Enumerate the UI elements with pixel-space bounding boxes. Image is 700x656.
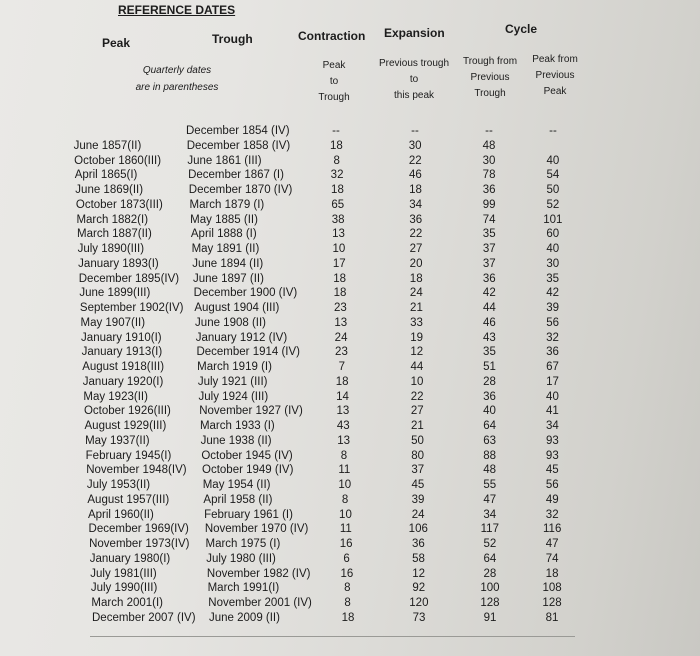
contraction-months: 38 xyxy=(331,213,345,226)
contraction-months: 24 xyxy=(334,331,348,344)
trough-date: November 1970 (IV) xyxy=(204,523,309,536)
cycle-peak-months: 50 xyxy=(546,184,560,197)
expansion-months: 44 xyxy=(410,361,424,374)
contraction-months: 6 xyxy=(343,552,350,565)
peak-date: January 1913(I) xyxy=(81,346,163,359)
expansion-months: 120 xyxy=(409,597,429,610)
contraction-months: 13 xyxy=(334,316,348,329)
expansion-months: 37 xyxy=(411,464,425,477)
cycle-trough-months: 91 xyxy=(483,612,497,624)
trough-date: November 1982 (IV) xyxy=(206,567,311,580)
peak-date: May 1907(II) xyxy=(80,316,146,329)
contraction-months: 8 xyxy=(344,582,351,595)
cycle-peak-months: 60 xyxy=(546,228,560,241)
peak-date: June 1857(II) xyxy=(73,139,142,152)
cycle-peak-months: 128 xyxy=(542,597,562,610)
table-row xyxy=(0,450,700,465)
peak-date: May 1923(II) xyxy=(83,390,148,403)
contraction-months: 65 xyxy=(331,198,345,211)
peak-date: August 1918(III) xyxy=(82,361,165,374)
cycle-trough-months: 48 xyxy=(483,464,497,477)
trough-date: June 1897 (II) xyxy=(192,272,264,285)
cycle-peak-months: 56 xyxy=(545,479,559,492)
cycle-trough-months: 37 xyxy=(482,243,496,256)
table-row xyxy=(0,509,700,524)
cycle-peak-months: 93 xyxy=(545,434,559,447)
contraction-months: 23 xyxy=(333,302,347,315)
table-row xyxy=(0,243,700,258)
peak-date: January 1893(I) xyxy=(78,257,159,270)
header-trough: Trough xyxy=(212,32,253,46)
trough-date: December 1900 (IV) xyxy=(193,287,298,300)
trough-date: March 1975 (I) xyxy=(205,538,281,551)
expansion-months: 21 xyxy=(411,420,424,433)
peak-date: March 1887(II) xyxy=(77,228,152,241)
cycle-trough-months: 78 xyxy=(482,169,496,182)
table-row xyxy=(0,332,700,347)
cycle-peak-months: 32 xyxy=(546,331,559,344)
expansion-months: 36 xyxy=(409,213,423,226)
contraction-months: 18 xyxy=(331,184,344,197)
expansion-months: 73 xyxy=(412,612,426,624)
expansion-months: 33 xyxy=(410,316,423,329)
expansion-months: 21 xyxy=(410,302,423,315)
contraction-months: 18 xyxy=(335,375,349,388)
peak-date: December 1969(IV) xyxy=(88,523,189,536)
expansion-months: 46 xyxy=(408,169,422,182)
cycle-peak-months: 108 xyxy=(542,582,562,595)
peak-date: June 1899(III) xyxy=(79,287,151,300)
expansion-months: 80 xyxy=(411,449,425,462)
header-contraction: Contraction xyxy=(298,29,366,43)
peak-date: December 1895(IV) xyxy=(78,272,180,285)
cycle-trough-months: 128 xyxy=(480,597,500,610)
trough-date: August 1904 (III) xyxy=(194,302,280,315)
trough-date: March 1933 (I) xyxy=(199,420,275,433)
cycle-peak-months: 101 xyxy=(543,213,563,226)
contraction-months: 18 xyxy=(341,612,355,624)
cycle-trough-months: 42 xyxy=(482,287,496,300)
table-row xyxy=(0,155,700,170)
cycle-peak-months: 54 xyxy=(546,169,560,182)
trough-date: June 1938 (II) xyxy=(200,434,272,447)
peak-date: December 2007 (IV) xyxy=(92,612,196,624)
quarterly-note: Quarterly dates are in parentheses xyxy=(135,65,219,93)
peak-date: October 1860(III) xyxy=(74,154,162,167)
cycle-trough-months: 40 xyxy=(483,405,496,418)
contraction-months: 8 xyxy=(340,449,348,462)
cycle-trough-months: 34 xyxy=(483,508,497,521)
peak-date: July 1890(III) xyxy=(77,243,145,256)
expansion-months: 92 xyxy=(412,582,426,595)
table-row xyxy=(0,553,700,568)
peak-date: August 1929(III) xyxy=(84,420,167,433)
cycle-trough-months: 117 xyxy=(480,523,499,536)
expansion-months: 27 xyxy=(410,405,424,418)
expansion-months: 24 xyxy=(411,508,425,521)
trough-date: December 1867 (I) xyxy=(188,169,284,182)
trough-date: March 1919 (I) xyxy=(197,361,272,374)
peak-date: July 1981(III) xyxy=(90,567,157,580)
expansion-months: 20 xyxy=(409,257,423,270)
expansion-months: 30 xyxy=(408,139,422,152)
cycle-peak-months: 40 xyxy=(546,154,560,167)
cycle-peak-months: 36 xyxy=(546,346,559,359)
expansion-months: 12 xyxy=(410,346,424,359)
cycle-trough-months: 48 xyxy=(482,139,496,152)
cycle-trough-months: 30 xyxy=(482,154,496,167)
trough-date: May 1954 (II) xyxy=(202,479,271,492)
contraction-months: 11 xyxy=(339,523,352,536)
trough-date: June 1908 (II) xyxy=(195,316,267,329)
subheader-cycle-peak: Peak from Previous Peak xyxy=(532,54,578,97)
contraction-months: 8 xyxy=(344,597,351,610)
cycle-trough-months: 37 xyxy=(482,257,496,270)
contraction-months: 18 xyxy=(333,272,347,285)
peak-date: November 1973(IV) xyxy=(89,538,190,551)
trough-date: December 1870 (IV) xyxy=(188,184,293,197)
table-row xyxy=(0,420,700,435)
peak-date: March 2001(I) xyxy=(91,597,164,610)
table-row xyxy=(0,435,700,450)
contraction-months: 7 xyxy=(338,361,346,374)
trough-date: July 1924 (III) xyxy=(198,390,269,403)
contraction-months: 8 xyxy=(333,154,340,167)
table-row xyxy=(0,405,700,420)
cycle-trough-months: 99 xyxy=(482,198,496,211)
cycle-peak-months: 81 xyxy=(545,612,559,624)
cycle-peak-months: 93 xyxy=(545,449,559,462)
table-row xyxy=(0,361,700,376)
cycle-trough-months: 52 xyxy=(483,538,497,551)
expansion-months: 45 xyxy=(411,479,425,492)
peak-date: June 1869(II) xyxy=(75,184,144,197)
peak-date: April 1960(II) xyxy=(87,508,154,521)
table-row xyxy=(0,376,700,391)
expansion-months: 22 xyxy=(408,154,422,167)
contraction-months: 16 xyxy=(339,538,353,551)
contraction-months: 13 xyxy=(337,434,351,447)
table-row xyxy=(0,494,700,509)
expansion-months: 39 xyxy=(411,493,425,506)
cycle-peak-months: 30 xyxy=(546,257,560,270)
peak-date: April 1865(I) xyxy=(74,169,138,182)
expansion-months: 50 xyxy=(411,434,424,447)
cycle-trough-months: -- xyxy=(485,125,493,137)
peak-date: August 1957(III) xyxy=(87,493,170,506)
table-row xyxy=(0,228,700,243)
cycle-trough-months: 47 xyxy=(483,493,497,506)
table-row xyxy=(0,568,700,583)
trough-date: December 1858 (IV) xyxy=(186,139,291,152)
peak-date: March 1882(I) xyxy=(76,213,149,226)
expansion-months: 10 xyxy=(410,375,424,388)
cycle-peak-months: 116 xyxy=(543,523,562,536)
cycle-peak-months: 40 xyxy=(546,243,560,256)
trough-date: December 1914 (IV) xyxy=(196,346,300,359)
trough-date: December 1854 (IV) xyxy=(186,125,290,137)
contraction-months: 16 xyxy=(340,567,354,580)
trough-date: April 1888 (I) xyxy=(190,228,257,241)
cycle-trough-months: 64 xyxy=(483,420,496,433)
cycle-peak-months: 67 xyxy=(546,361,559,374)
cycle-trough-months: 46 xyxy=(482,316,496,329)
cycle-peak-months: 18 xyxy=(545,567,559,580)
trough-date: June 1861 (III) xyxy=(187,154,262,167)
table-row xyxy=(0,346,700,361)
expansion-months: 22 xyxy=(410,390,424,403)
peak-date: January 1920(I) xyxy=(82,375,164,388)
table-row xyxy=(0,302,700,317)
header-cycle: Cycle xyxy=(505,22,538,36)
expansion-months: 19 xyxy=(410,331,424,344)
expansion-months: -- xyxy=(411,125,419,137)
table-row xyxy=(0,538,700,553)
cycle-trough-months: 100 xyxy=(480,582,500,595)
table-row xyxy=(0,523,700,538)
trough-date: April 1958 (II) xyxy=(203,493,273,506)
cycle-trough-months: 74 xyxy=(482,213,496,226)
cycle-peak-months: 52 xyxy=(546,198,560,211)
contraction-months: -- xyxy=(332,125,340,137)
trough-date: November 1927 (IV) xyxy=(199,405,303,418)
trough-date: March 1991(I) xyxy=(207,582,280,595)
cycle-trough-months: 36 xyxy=(483,390,496,403)
contraction-months: 14 xyxy=(336,390,349,403)
cycle-peak-months: 39 xyxy=(546,302,560,315)
table-row xyxy=(0,273,700,288)
cycle-peak-months: 17 xyxy=(546,375,559,388)
peak-date: September 1902(IV) xyxy=(79,302,184,315)
cycle-peak-months: 49 xyxy=(545,493,559,506)
cycle-trough-months: 35 xyxy=(483,346,496,359)
contraction-months: 18 xyxy=(333,287,347,300)
cycle-trough-months: 63 xyxy=(483,434,497,447)
table-row xyxy=(0,287,700,302)
header-expansion: Expansion xyxy=(384,26,445,40)
expansion-months: 24 xyxy=(409,287,423,300)
cycle-trough-months: 35 xyxy=(482,228,496,241)
subheader-expansion: Previous trough to this peak xyxy=(378,58,450,101)
contraction-months: 17 xyxy=(332,257,346,270)
expansion-months: 22 xyxy=(409,228,423,241)
trough-date: May 1891 (II) xyxy=(191,243,260,256)
contraction-months: 32 xyxy=(330,169,344,182)
table-row xyxy=(0,479,700,494)
peak-date: January 1910(I) xyxy=(81,331,162,344)
cycle-peak-months: 34 xyxy=(545,420,559,433)
expansion-months: 36 xyxy=(411,538,425,551)
trough-date: June 2009 (II) xyxy=(209,612,280,624)
contraction-months: 23 xyxy=(335,346,348,359)
contraction-months: 10 xyxy=(332,243,346,256)
peak-date: November 1948(IV) xyxy=(86,464,187,477)
cycle-trough-months: 51 xyxy=(483,361,496,374)
cycle-peak-months: 32 xyxy=(545,508,559,521)
contraction-months: 8 xyxy=(341,493,349,506)
cycle-trough-months: 88 xyxy=(483,449,497,462)
cycle-trough-months: 64 xyxy=(483,552,497,565)
expansion-months: 27 xyxy=(409,243,423,256)
trough-date: January 1912 (IV) xyxy=(195,331,288,344)
cycle-trough-months: 44 xyxy=(482,302,496,315)
contraction-months: 11 xyxy=(338,464,351,477)
contraction-months: 18 xyxy=(329,139,343,152)
expansion-months: 12 xyxy=(412,567,426,580)
trough-date: February 1961 (I) xyxy=(204,508,293,521)
expansion-months: 18 xyxy=(409,272,423,285)
trough-date: May 1885 (II) xyxy=(190,213,258,226)
cycle-peak-months: 35 xyxy=(546,272,560,285)
table-row xyxy=(0,214,700,229)
table-row xyxy=(0,140,700,155)
cycle-peak-months: -- xyxy=(549,125,557,137)
cycle-trough-months: 28 xyxy=(483,375,496,388)
table-row xyxy=(0,199,700,214)
table-row xyxy=(0,464,700,479)
table-row xyxy=(0,391,700,406)
table-row xyxy=(0,317,700,332)
cycle-peak-months: 40 xyxy=(546,390,559,403)
peak-date: February 1945(I) xyxy=(85,449,172,462)
cycle-trough-months: 28 xyxy=(483,567,497,580)
trough-date: June 1894 (II) xyxy=(192,257,264,270)
subheader-contraction: Peak to Trough xyxy=(318,60,350,103)
trough-date: October 1949 (IV) xyxy=(202,464,294,477)
table-row xyxy=(0,125,700,140)
trough-date: March 1879 (I) xyxy=(189,198,265,211)
peak-date: January 1980(I) xyxy=(89,552,171,565)
table-row xyxy=(0,184,700,199)
subheader-cycle-trough: Trough from Previous Trough xyxy=(462,56,518,99)
table-row xyxy=(0,169,700,184)
cycle-peak-months: 45 xyxy=(545,464,559,477)
cycle-peak-months: 56 xyxy=(546,316,559,329)
expansion-months: 34 xyxy=(409,198,422,211)
cycle-peak-months: 41 xyxy=(546,405,559,418)
trough-date: November 2001 (IV) xyxy=(208,597,312,610)
contraction-months: 13 xyxy=(336,405,350,418)
cycle-peak-months: 42 xyxy=(546,287,560,300)
peak-date: May 1937(II) xyxy=(85,434,150,447)
table-row xyxy=(0,582,700,597)
expansion-months: 106 xyxy=(408,523,428,536)
table-row xyxy=(0,597,700,612)
peak-date: October 1926(III) xyxy=(83,405,171,418)
contraction-months: 13 xyxy=(332,228,345,241)
cycle-trough-months: 36 xyxy=(482,272,496,285)
peak-date: July 1953(II) xyxy=(86,479,151,492)
table-title: REFERENCE DATES xyxy=(118,3,236,17)
trough-date: July 1921 (III) xyxy=(197,375,268,388)
cycle-peak-months: 47 xyxy=(545,538,559,551)
table-row xyxy=(0,612,700,627)
contraction-months: 10 xyxy=(339,508,352,521)
peak-date: July 1990(III) xyxy=(90,582,158,595)
header-peak: Peak xyxy=(102,36,131,50)
peak-date: October 1873(III) xyxy=(75,198,163,211)
trough-date: October 1945 (IV) xyxy=(201,449,293,462)
cycle-trough-months: 55 xyxy=(483,479,497,492)
table-row xyxy=(0,258,700,273)
contraction-months: 10 xyxy=(338,479,352,492)
expansion-months: 18 xyxy=(409,184,422,197)
cycle-trough-months: 36 xyxy=(482,184,496,197)
bottom-divider xyxy=(90,636,575,637)
cycle-trough-months: 43 xyxy=(483,331,496,344)
trough-date: July 1980 (III) xyxy=(206,552,276,565)
expansion-months: 58 xyxy=(412,552,425,565)
cycle-peak-months: 74 xyxy=(545,552,559,565)
contraction-months: 43 xyxy=(336,420,350,433)
